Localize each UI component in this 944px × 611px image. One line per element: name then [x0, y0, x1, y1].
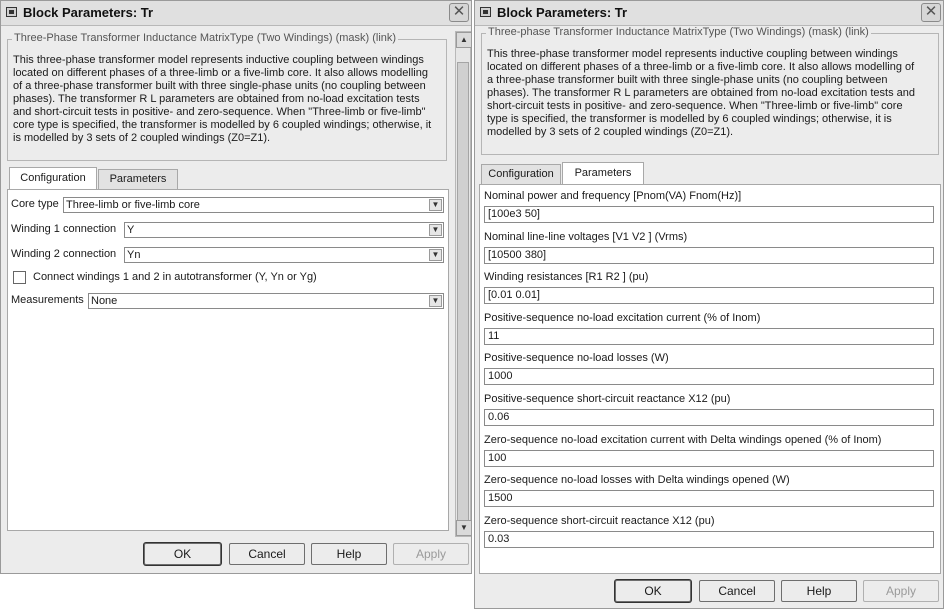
- tab-parameters[interactable]: Parameters: [98, 169, 178, 189]
- description-line: located on different phases of a three-limb or a five-limb core. It also allows modelling: [13, 67, 428, 79]
- param-label-nominal-power: Nominal power and frequency [Pnom(VA) Fnom(Hz)]: [484, 190, 742, 202]
- ok-button[interactable]: OK: [144, 543, 221, 565]
- param-label-pos-seq-losses: Positive-sequence no-load losses (W): [484, 352, 669, 364]
- chevron-down-icon[interactable]: ▼: [429, 249, 442, 261]
- param-label-zero-seq-reactance: Zero-sequence short-circuit reactance X12 (pu): [484, 515, 715, 527]
- param-input-winding-resistances[interactable]: [0.01 0.01]: [484, 287, 934, 304]
- param-input-pos-seq-reactance[interactable]: 0.06: [484, 409, 934, 426]
- close-button[interactable]: ✕: [449, 3, 469, 22]
- param-input-zero-seq-losses[interactable]: 1500: [484, 490, 934, 507]
- param-label-zero-seq-excitation: Zero-sequence no-load excitation current with Delta windings opened (% of Inom): [484, 434, 882, 446]
- autotransformer-label: Connect windings 1 and 2 in autotransformer (Y, Yn or Yg): [33, 271, 317, 283]
- mask-description: [13, 54, 442, 145]
- block-icon: [6, 7, 17, 17]
- dialog-title: Block Parameters: Tr: [23, 5, 154, 20]
- mask-title: Three-Phase Transformer Inductance MatrixType (Two Windings) (mask) (link): [14, 32, 397, 44]
- winding1-connection-value: Y: [127, 224, 135, 236]
- cancel-button[interactable]: Cancel: [699, 580, 775, 602]
- mask-description-group: [7, 32, 447, 161]
- description-line: This three-phase transformer model represents inductive coupling between windings: [13, 54, 424, 66]
- param-input-pos-seq-losses[interactable]: 1000: [484, 368, 934, 385]
- block-parameters-dialog-configuration: [0, 0, 472, 574]
- mask-description: [487, 48, 934, 139]
- configuration-panel: [7, 189, 449, 531]
- tab-parameters[interactable]: Parameters: [562, 162, 644, 184]
- param-input-line-voltages[interactable]: [10500 380]: [484, 247, 934, 264]
- param-label-line-voltages: Nominal line-line voltages [V1 V2 ] (Vrms): [484, 231, 688, 243]
- param-label-pos-seq-reactance: Positive-sequence short-circuit reactance X12 (pu): [484, 393, 731, 405]
- chevron-down-icon[interactable]: ▼: [429, 224, 442, 236]
- tab-configuration[interactable]: Configuration: [481, 164, 561, 184]
- param-input-zero-seq-reactance[interactable]: 0.03: [484, 531, 934, 548]
- dialog-title: Block Parameters: Tr: [497, 5, 628, 20]
- description-line: This three-phase transformer model represents inductive coupling between windings: [487, 48, 898, 60]
- description-line: of a three-phase transformer built with three single-phase units (no coupling between: [13, 80, 426, 92]
- mask-title: Three-phase Transformer Inductance MatrixType (Two Windings) (mask) (link): [488, 26, 869, 38]
- apply-button[interactable]: Apply: [863, 580, 939, 602]
- description-line: type is specified, the transformer is modelled by 6 coupled windings; otherwise, it is: [487, 113, 892, 125]
- description-line: and short-circuit tests in positive- and zero-sequence. When "Three-limb or five-limb": [13, 106, 426, 118]
- description-line: is modelled by 3 sets of 2 coupled windings (Z0=Z1).: [13, 132, 271, 144]
- tab-strip: [9, 169, 449, 189]
- block-parameters-dialog-parameters: [474, 0, 944, 609]
- param-input-pos-seq-excitation[interactable]: 11: [484, 328, 934, 345]
- param-label-pos-seq-excitation: Positive-sequence no-load excitation current (% of Inom): [484, 312, 761, 324]
- cancel-button[interactable]: Cancel: [229, 543, 305, 565]
- help-button[interactable]: Help: [311, 543, 387, 565]
- param-label-winding-resistances: Winding resistances [R1 R2 ] (pu): [484, 271, 649, 283]
- autotransformer-checkbox[interactable]: [13, 271, 26, 284]
- winding2-connection-dropdown[interactable]: [124, 247, 444, 263]
- param-label-zero-seq-losses: Zero-sequence no-load losses with Delta windings opened (W): [484, 474, 790, 486]
- title-bar[interactable]: [475, 1, 943, 26]
- measurements-value: None: [91, 295, 118, 307]
- scroll-thumb[interactable]: [457, 62, 469, 522]
- title-bar[interactable]: [1, 1, 471, 26]
- description-line: modelled by 3 sets of 2 coupled windings (Z0=Z1).: [487, 126, 734, 138]
- scroll-down-icon[interactable]: ▼: [456, 520, 472, 536]
- tab-strip: [481, 164, 921, 184]
- description-line: a three-phase transformer built with three single-phase units (no coupling between: [487, 74, 888, 86]
- core-type-label: Core type: [11, 198, 59, 210]
- param-input-nominal-power[interactable]: [100e3 50]: [484, 206, 934, 223]
- scroll-up-icon[interactable]: ▲: [456, 32, 472, 48]
- parameters-panel: [479, 184, 941, 574]
- tab-configuration[interactable]: Configuration: [9, 167, 97, 189]
- description-line: short-circuit tests in positive- and zero-sequence. When "Three-limb or five-limb" core: [487, 100, 903, 112]
- winding1-connection-dropdown[interactable]: [124, 222, 444, 238]
- measurements-label: Measurements: [11, 294, 84, 306]
- description-line: located on different phases of a three-limb or a five-limb core. It also allows modelling of: [487, 61, 915, 73]
- apply-button[interactable]: Apply: [393, 543, 469, 565]
- chevron-down-icon[interactable]: ▼: [429, 199, 442, 211]
- description-line: phases). The transformer R L parameters are obtained from no-load excitation tests: [13, 93, 420, 105]
- chevron-down-icon[interactable]: ▼: [429, 295, 442, 307]
- winding2-connection-value: Yn: [127, 249, 141, 261]
- measurements-dropdown[interactable]: [88, 293, 444, 309]
- mask-description-group: [481, 26, 939, 155]
- vertical-scrollbar[interactable]: [455, 31, 471, 537]
- core-type-dropdown[interactable]: [63, 197, 444, 213]
- close-button[interactable]: ✕: [921, 3, 941, 22]
- help-button[interactable]: Help: [781, 580, 857, 602]
- winding1-connection-label: Winding 1 connection: [11, 223, 117, 235]
- winding2-connection-label: Winding 2 connection: [11, 248, 117, 260]
- param-input-zero-seq-excitation[interactable]: 100: [484, 450, 934, 467]
- ok-button[interactable]: OK: [615, 580, 691, 602]
- description-line: core type is specified, the transformer is modelled by 6 coupled windings; otherwise, it: [13, 119, 432, 131]
- block-icon: [480, 7, 491, 17]
- core-type-value: Three-limb or five-limb core: [66, 199, 200, 211]
- description-line: phases). The transformer R L parameters are obtained from no-load excitation tests and: [487, 87, 915, 99]
